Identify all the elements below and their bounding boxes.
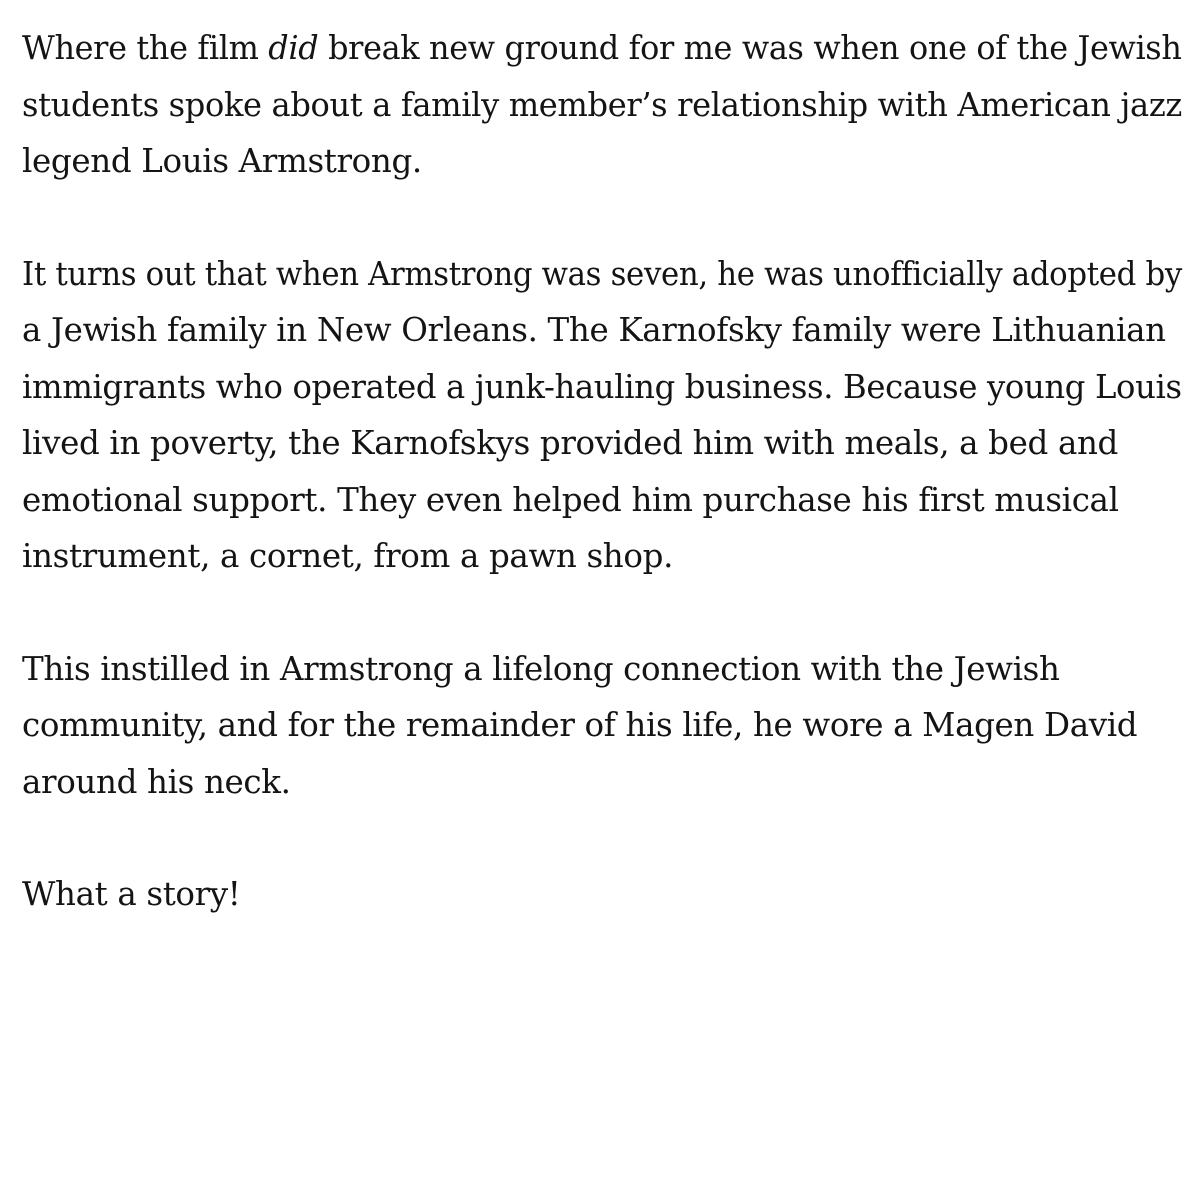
paragraph-closing bbox=[22, 866, 1182, 923]
text-line: a Jewish family in New Orleans. The Karnofsky family were Lithuanian bbox=[22, 311, 1166, 349]
text-line: instrument, a cornet, from a pawn shop. bbox=[22, 537, 674, 575]
text-line: community, and for the remainder of his life, he wore a Magen David bbox=[22, 706, 1138, 744]
paragraph-film bbox=[22, 20, 1182, 190]
text-line: What a story! bbox=[22, 875, 241, 913]
paragraph-connection bbox=[22, 641, 1182, 811]
text-line: students spoke about a family member’s relationship with American jazz bbox=[22, 85, 1182, 124]
text-line: immigrants who operated a junk-hauling business. Because young Louis bbox=[22, 367, 1182, 406]
text-line bbox=[22, 20, 1182, 77]
text-line: around his neck. bbox=[22, 762, 291, 801]
text-line: lived in poverty, the Karnofskys provided him with meals, a bed and bbox=[22, 424, 1119, 462]
text-line: This instilled in Armstrong a lifelong connection with the Jewish bbox=[22, 649, 1060, 688]
text-line: It turns out that when Armstrong was seven, he was unofficially adopted by bbox=[22, 254, 1182, 293]
paragraph-adoption bbox=[22, 246, 1182, 585]
text-line: legend Louis Armstrong. bbox=[22, 142, 422, 180]
text-segment: break new ground for me was when one of the Jewish bbox=[318, 29, 1182, 67]
emphasized-text: did bbox=[268, 29, 319, 67]
text-segment: Where the film bbox=[22, 29, 269, 67]
article-body bbox=[22, 20, 1182, 979]
text-line: emotional support. They even helped him purchase his first musical bbox=[22, 480, 1119, 519]
